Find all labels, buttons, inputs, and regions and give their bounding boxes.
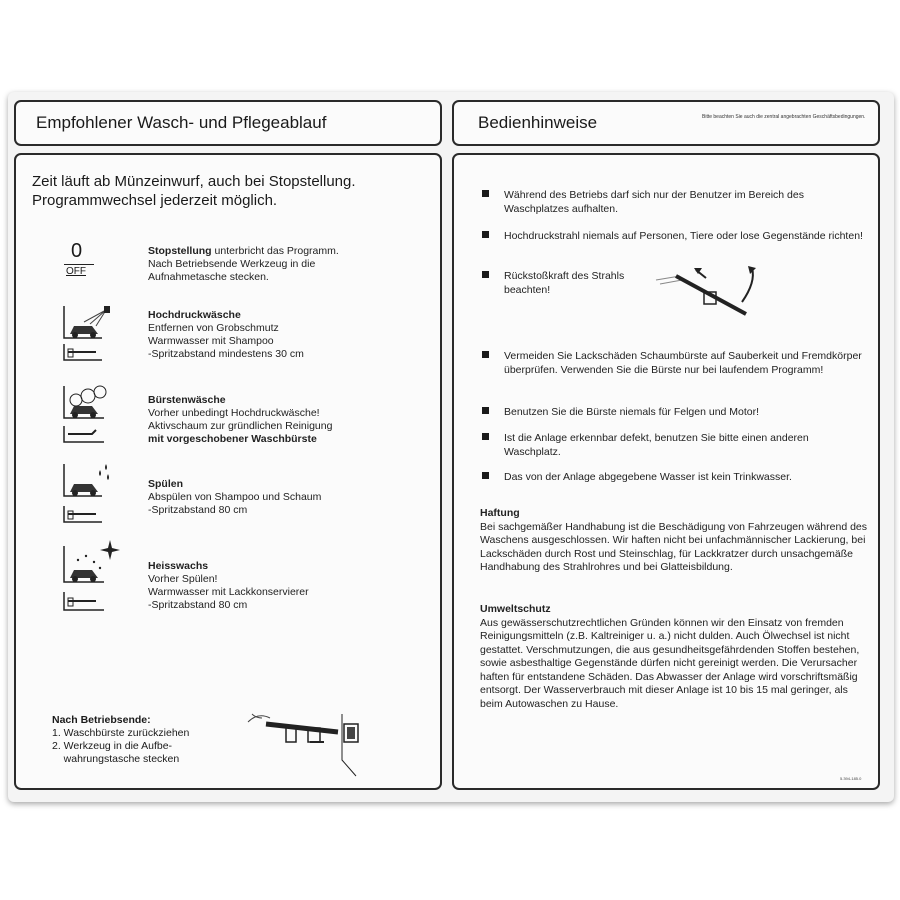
- bullet-text: Während des Betriebs darf sich nur der Benutzer im Bereich des Waschplatzes aufhalten.: [504, 189, 804, 215]
- bullet-text: Vermeiden Sie Lackschäden Schaumbürste auf Sauberkeit und Fremdkörper überprüfen. Verwenden Sie die Bürste nur bei laufendem Programm!: [504, 350, 862, 376]
- right-header-title: Bedienhinweise: [478, 113, 598, 132]
- after-operation-item-2: 2. Werkzeug in die Aufbe-: [52, 740, 173, 752]
- step-brush-wash-title: Bürstenwäsche: [148, 394, 226, 406]
- after-operation-item-1: 1. Waschbürste zurückziehen: [52, 727, 190, 739]
- step-brush-wash-bold-line: mit vorgeschobener Waschbürste: [148, 433, 317, 445]
- bullet-square-icon: [482, 351, 489, 358]
- step-rinse: [148, 478, 436, 517]
- bullet-square-icon: [482, 231, 489, 238]
- bullet-item: [478, 470, 868, 484]
- bullet-item: [478, 229, 868, 243]
- intro-text: [32, 172, 432, 210]
- bullet-text: Rückstoßkraft des Strahls beachten!: [504, 270, 625, 296]
- environment-section: [480, 603, 870, 711]
- bullet-text: Benutzen Sie die Bürste niemals für Felgen und Motor!: [504, 406, 760, 418]
- rinse-icon: [62, 460, 122, 535]
- lance-holster-icon: [238, 700, 378, 785]
- after-operation-title: Nach Betriebsende:: [52, 714, 151, 726]
- step-brush-wash-line-1: Vorher unbedingt Hochdruckwäsche!: [148, 407, 320, 419]
- step-hot-wax-title: Heisswachs: [148, 560, 209, 572]
- brush-wash-icon: [62, 380, 124, 453]
- bullet-square-icon: [482, 433, 489, 440]
- step-high-pressure-line-1: Entfernen von Grobschmutz: [148, 322, 279, 334]
- step-stop-rest: unterbricht das Programm.: [211, 245, 339, 257]
- bullet-item: [478, 431, 868, 459]
- liability-section: [480, 507, 870, 575]
- high-pressure-wash-icon: [62, 302, 122, 373]
- after-operation: [52, 714, 252, 766]
- bullet-item: [478, 269, 638, 297]
- bullet-square-icon: [482, 190, 489, 197]
- bullet-text: Hochdruckstrahl niemals auf Personen, Tiere oder lose Gegenstände richten!: [504, 230, 863, 242]
- step-brush-wash: [148, 394, 436, 446]
- step-hot-wax-line-2: Warmwasser mit Lackkonservierer: [148, 586, 309, 598]
- right-header-box: [452, 100, 880, 146]
- environment-text: Aus gewässerschutzrechtlichen Gründen können wir den Einsatz von fremden Reinigungsmitteln (z.B. Kaltreiniger u. a.) nicht dulden. Auch Ölwechsel ist nicht gestattet. Verschmutzungen, die aus gesundheitsgefährdenden Stoffen bestehen, sowie asbesthaltige Gegenstände dürfen nicht gereinigt werden. Die Verursacher haften für entstandene Schäden. Das Abwasser der Anlage wird vorschriftsmäßig entsorgt. Der Wasserverbrauch mit dieser Anlage ist 10 bis 15 mal geringer, als beim Autowaschen zu Hause.: [480, 616, 860, 710]
- step-high-pressure: [148, 309, 436, 361]
- step-stop: [148, 245, 436, 284]
- step-high-pressure-line-3: -Spritzabstand mindestens 30 cm: [148, 348, 304, 360]
- bullet-text: Ist die Anlage erkennbar defekt, benutzen Sie bitte einen anderen Waschplatz.: [504, 432, 809, 458]
- bullet-text: Das von der Anlage abgegebene Wasser ist kein Trinkwasser.: [504, 471, 792, 483]
- bullet-square-icon: [482, 472, 489, 479]
- right-header-note: Bitte beachten Sie auch die zentral angebrachten Geschäftsbedingungen.: [702, 114, 866, 120]
- step-stop-line-2: Aufnahmetasche stecken.: [148, 271, 269, 283]
- liability-text: Bei sachgemäßer Handhabung ist die Beschädigung von Fahrzeugen während des Waschens ausgeschlossen. Wir haften nicht bei unfachmännischer Lackierung, bei Lackschäden durch Rost und Steinschlag, für Lackkratzer durch unsachgemäße Handhabung des Strahlrohres und bei Glatteisbildung.: [480, 520, 868, 573]
- bullet-item: [478, 405, 868, 419]
- step-rinse-line-1: Abspülen von Shampoo und Schaum: [148, 491, 322, 503]
- bullet-square-icon: [482, 407, 489, 414]
- intro-text-content: Zeit läuft ab Münzeinwurf, auch bei Stopstellung. Programmwechsel jederzeit möglich.: [32, 173, 356, 209]
- step-hot-wax-line-3: -Spritzabstand 80 cm: [148, 599, 248, 611]
- hot-wax-icon: [62, 538, 124, 619]
- step-stop-title: Stopstellung: [148, 245, 212, 257]
- step-rinse-line-2: -Spritzabstand 80 cm: [148, 504, 248, 516]
- step-hot-wax-line-1: Vorher Spülen!: [148, 573, 218, 585]
- after-operation-item-3: wahrungstasche stecken: [52, 753, 180, 765]
- environment-title: Umweltschutz: [480, 603, 551, 615]
- liability-title: Haftung: [480, 507, 520, 519]
- left-header-title: Empfohlener Wasch- und Pflegeablauf: [36, 113, 327, 132]
- step-high-pressure-title: Hochdruckwäsche: [148, 309, 241, 321]
- step-stop-line-1: Nach Betriebsende Werkzeug in die: [148, 258, 316, 270]
- stop-icon: [62, 240, 96, 282]
- stop-icon-number: 0: [71, 240, 83, 262]
- bullet-item: [478, 188, 868, 216]
- left-header-box: [14, 100, 442, 146]
- stop-icon-label: OFF: [66, 266, 86, 277]
- step-rinse-title: Spülen: [148, 478, 184, 490]
- recoil-lance-icon: [646, 258, 766, 329]
- bullet-item: [478, 349, 868, 377]
- step-high-pressure-line-2: Warmwasser mit Shampoo: [148, 335, 274, 347]
- part-number: 5.394-185.0: [840, 776, 862, 781]
- step-hot-wax: [148, 560, 436, 612]
- step-brush-wash-line-2: Aktivschaum zur gründlichen Reinigung: [148, 420, 333, 432]
- bullet-square-icon: [482, 271, 489, 278]
